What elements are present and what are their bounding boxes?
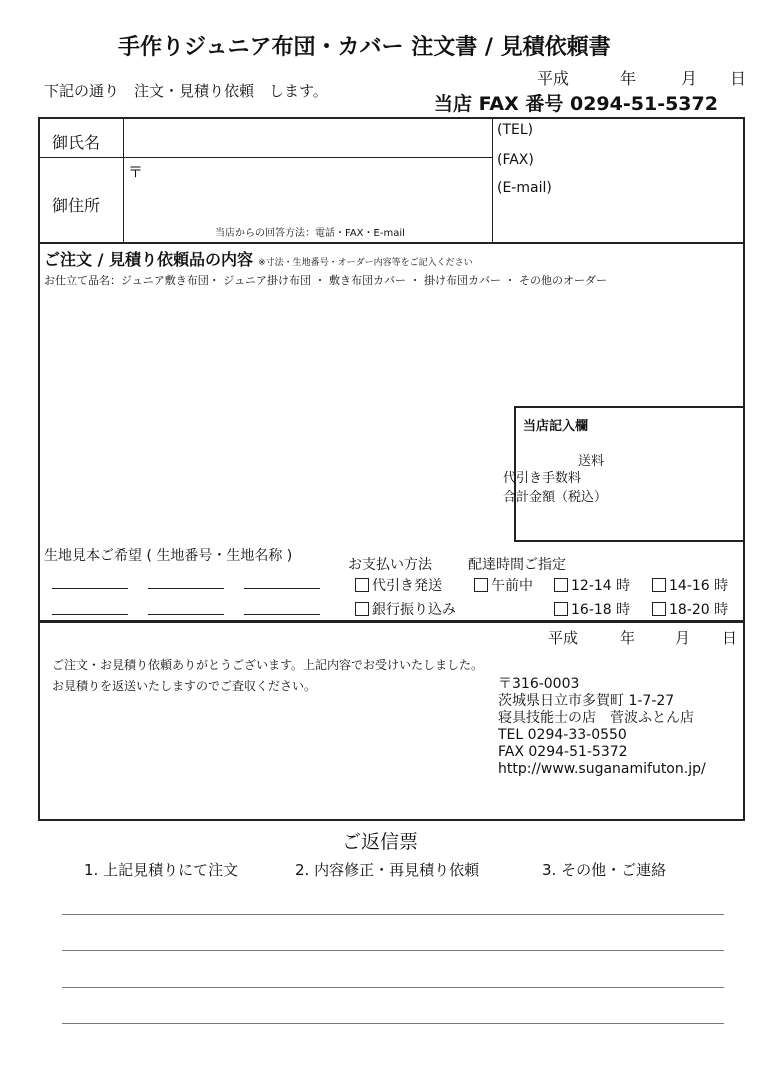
return-option-1[interactable]: 1. 上記見積りにて注文 — [84, 861, 239, 879]
header-date-year: 年 — [620, 69, 637, 88]
delivery-16-18-option[interactable]: 16-18 時 — [554, 599, 630, 619]
checkbox[interactable] — [652, 578, 666, 592]
checkbox[interactable] — [474, 578, 488, 592]
shop-name: 寝具技能士の店 菅波ふとん店 — [498, 710, 694, 726]
tel-field[interactable]: (TEL) — [497, 122, 534, 138]
shop-fax-number: 当店 FAX 番号 0294-51-5372 — [434, 93, 718, 115]
checkbox[interactable] — [355, 578, 369, 592]
order-item-types: お仕立て品名：ジュニア敷き布団・ ジュニア掛け布団 ・ 敷き布団カバー ・ 掛け布団カバー ・ その他のオーダー — [44, 274, 608, 287]
reply-method-note: 当店からの回答方法：電話・FAX・E-mail — [215, 228, 405, 239]
cod-fee-label: 代引き手数料 — [503, 471, 582, 486]
fabric-sample-line[interactable] — [148, 614, 224, 615]
reply-date-day: 日 — [722, 629, 738, 647]
payment-bank-option[interactable]: 銀行振り込み — [355, 599, 456, 619]
return-writing-line[interactable] — [62, 987, 724, 988]
fabric-sample-line[interactable] — [148, 588, 224, 589]
order-heading: ご注文 / 見積り依頼品の内容 — [44, 250, 253, 269]
shop-postal: 〒316-0003 — [498, 676, 580, 692]
shop-tel: TEL 0294-33-0550 — [498, 727, 627, 743]
address-field[interactable] — [126, 180, 490, 220]
checkbox[interactable] — [652, 602, 666, 616]
fabric-sample-line[interactable] — [52, 588, 128, 589]
shipping-label: 送料 — [578, 454, 605, 469]
fabric-sample-line[interactable] — [244, 614, 320, 615]
shop-entry-title: 当店記入欄 — [523, 419, 589, 434]
reply-date-era: 平成 — [548, 629, 579, 647]
return-writing-line[interactable] — [62, 914, 724, 915]
name-field[interactable] — [126, 120, 490, 156]
form-subtitle: 下記の通り 注文・見積り依頼 します。 — [44, 82, 328, 100]
return-option-3[interactable]: 3. その他・ご連絡 — [542, 861, 667, 879]
reply-date-year: 年 — [620, 629, 636, 647]
return-slip-title: ご返信票 — [342, 831, 419, 853]
address-label: 御住所 — [52, 196, 101, 215]
header-date-era: 平成 — [537, 69, 570, 88]
shop-address: 茨城県日立市多賀町 1-7-27 — [498, 693, 675, 709]
header-date-day: 日 — [730, 69, 747, 88]
return-writing-line[interactable] — [62, 1023, 724, 1024]
payment-cod-option[interactable]: 代引き発送 — [355, 575, 442, 595]
order-heading-row — [44, 247, 473, 270]
checkbox[interactable] — [355, 602, 369, 616]
fabric-sample-line[interactable] — [52, 614, 128, 615]
header-date-month: 月 — [681, 69, 698, 88]
delivery-morning-option[interactable]: 午前中 — [474, 575, 533, 595]
reply-note: お見積りを返送いたしますのでご査収ください。 — [52, 679, 317, 693]
return-writing-line[interactable] — [62, 950, 724, 951]
shop-info — [498, 676, 706, 778]
delivery-12-14-option[interactable]: 12-14 時 — [554, 575, 630, 595]
order-content-area[interactable] — [44, 292, 504, 532]
delivery-time-label: 配達時間ご指定 — [468, 557, 566, 573]
shop-fax: FAX 0294-51-5372 — [498, 744, 628, 760]
order-heading-note: ※寸法・生地番号・オーダー内容等をご記入ください — [258, 258, 473, 268]
fabric-sample-line[interactable] — [244, 588, 320, 589]
checkbox[interactable] — [554, 578, 568, 592]
email-field[interactable]: (E-mail) — [497, 180, 552, 196]
shop-url[interactable]: http://www.suganamifuton.jp/ — [498, 761, 706, 777]
reply-thanks: ご注文・お見積り依頼ありがとうございます。上記内容でお受けいたしました。 — [52, 658, 484, 672]
payment-method-label: お支払い方法 — [348, 557, 432, 573]
total-amount-label: 合計金額（税込） — [503, 490, 608, 505]
delivery-18-20-option[interactable]: 18-20 時 — [652, 599, 728, 619]
name-label: 御氏名 — [52, 133, 101, 152]
return-option-2[interactable]: 2. 内容修正・再見積り依頼 — [295, 861, 480, 879]
fax-field[interactable]: (FAX) — [497, 152, 534, 168]
reply-date-month: 月 — [675, 629, 691, 647]
fabric-sample-label: 生地見本ご希望 ( 生地番号・生地名称 ) — [44, 548, 293, 564]
postal-mark: 〒 — [128, 163, 144, 181]
form-title: 手作りジュニア布団・カバー 注文書 / 見積依頼書 — [118, 35, 611, 60]
checkbox[interactable] — [554, 602, 568, 616]
delivery-14-16-option[interactable]: 14-16 時 — [652, 575, 728, 595]
